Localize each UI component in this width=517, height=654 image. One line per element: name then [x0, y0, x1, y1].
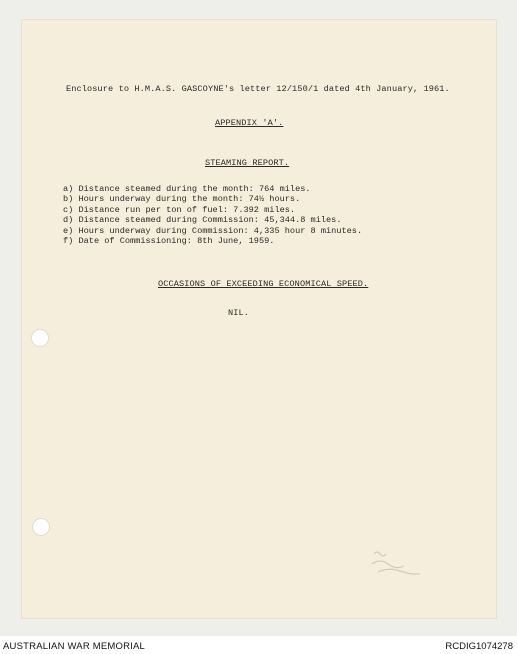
handwritten-mark [368, 546, 430, 582]
list-item: a) Distance steamed during the month: 764 miles. [63, 184, 311, 194]
list-item: c) Distance run per ton of fuel: 7.392 miles. [63, 204, 296, 215]
appendix-title: APPENDIX 'A'. [215, 118, 284, 128]
footer-institution: AUSTRALIAN WAR MEMORIAL [3, 641, 146, 652]
list-item: e) Hours underway during Commission: 4,335 hour 8 minutes. [63, 225, 363, 236]
list-item: b) Hours underway during the month: 74½ hours. [63, 194, 301, 205]
archive-footer [0, 638, 517, 654]
section-body: NIL. [228, 308, 250, 318]
punch-hole [33, 519, 49, 535]
punch-hole [32, 330, 48, 346]
section-title: OCCASIONS OF EXCEEDING ECONOMICAL SPEED. [158, 279, 369, 289]
enclosure-line: Enclosure to H.M.A.S. GASCOYNE's letter 12/150/1 dated 4th January, 1961. [66, 84, 450, 94]
document-page [21, 19, 497, 619]
list-item: d) Distance steamed during Commission: 45,344.8 miles. [63, 215, 342, 226]
list-item: f) Date of Commissioning: 8th June, 1959. [63, 236, 275, 247]
report-title: STEAMING REPORT. [205, 158, 290, 168]
footer-record-id: RCDIG1074278 [445, 641, 513, 652]
steaming-report-list [63, 184, 362, 246]
